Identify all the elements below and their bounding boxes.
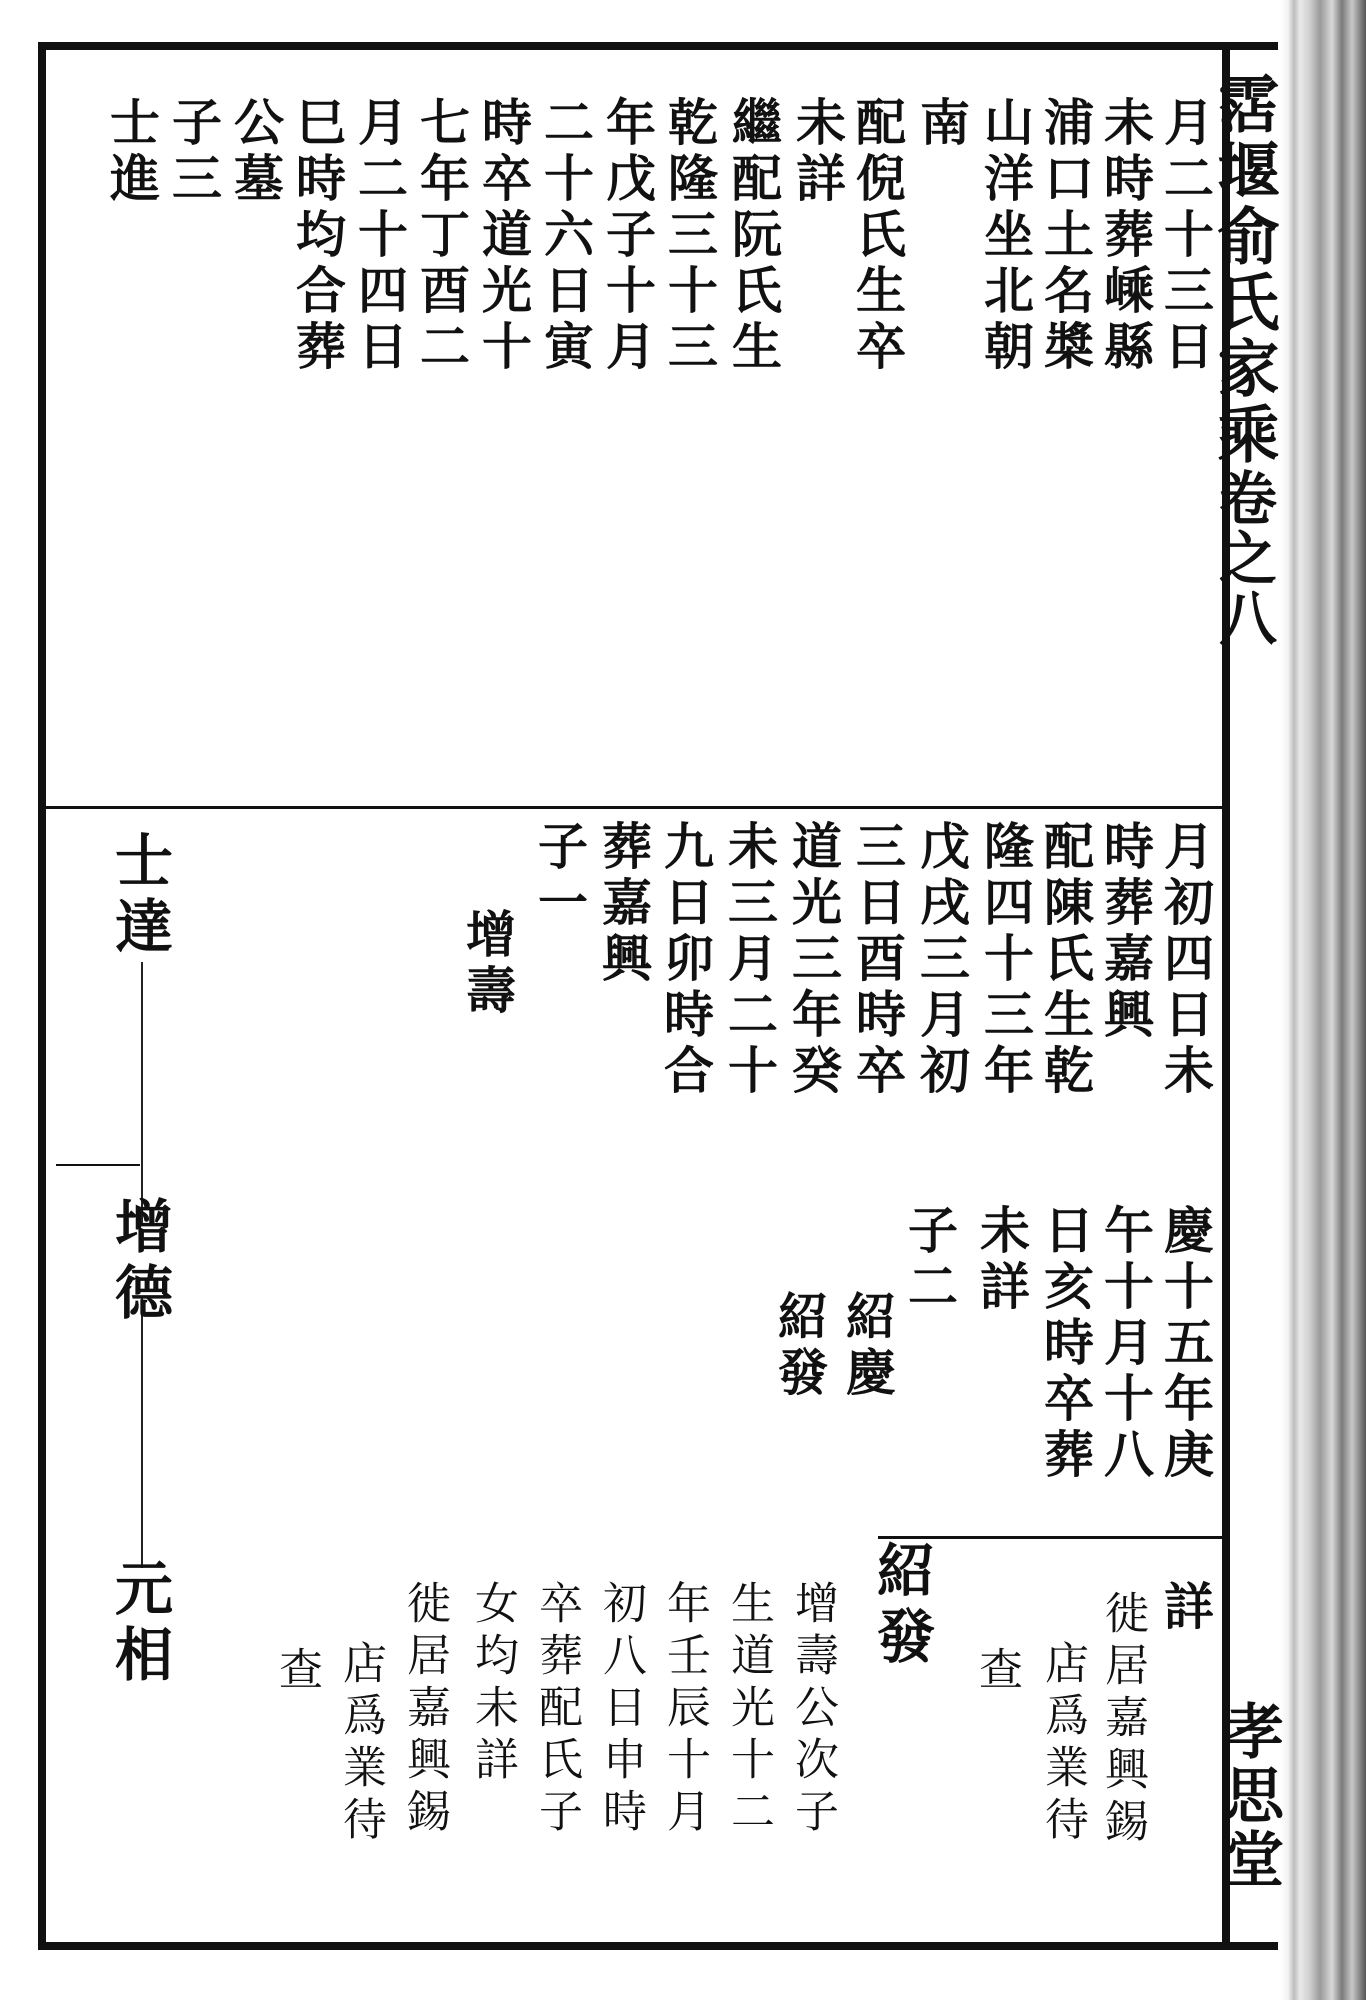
text-column: 未詳: [788, 96, 847, 208]
text-column: 初八日申時: [595, 1580, 646, 1840]
person-name-yuanxiang: 元相: [105, 1558, 173, 1690]
text-column: 月初四日未: [1156, 820, 1215, 1100]
text-column: 道光三年癸: [784, 820, 843, 1100]
text-column: 女均未詳: [467, 1580, 518, 1788]
volume-label: 卷之八: [1209, 468, 1277, 648]
person-name-shida: 士達: [105, 830, 173, 962]
text-column: 士進: [102, 96, 161, 208]
text-column: 時葬嘉興: [1096, 820, 1155, 1044]
text-column: 浦口土名槳: [1036, 96, 1095, 376]
text-column: 紹發: [770, 1290, 829, 1402]
text-column: 二十六日寅: [536, 96, 595, 376]
hall-name: 孝思堂: [1214, 1700, 1284, 1892]
text-column: 子三: [164, 96, 223, 208]
person-name-shaofa: 紹發: [867, 1540, 935, 1672]
text-column: 卒葬配氏子: [531, 1580, 582, 1840]
text-column: 巳時均合葬: [288, 96, 347, 376]
lineage-divider: [56, 1164, 140, 1166]
text-column: 乾隆三十三: [660, 96, 719, 376]
text-column: 詳: [1156, 1580, 1215, 1636]
text-column: 年戊子十月: [598, 96, 657, 376]
text-column: 徙居嘉興錫: [399, 1580, 450, 1840]
text-column: 南: [912, 96, 971, 152]
person-name-zengde: 增德: [105, 1196, 173, 1328]
lower-right-divider: [878, 1536, 1224, 1539]
text-column: 時卒道光十: [474, 96, 533, 376]
text-column: 生道光十二: [723, 1580, 774, 1840]
text-column: 隆四十三年: [976, 820, 1035, 1100]
text-column: 年壬辰十月: [659, 1580, 710, 1840]
book-heading: [1207, 72, 1288, 648]
text-column: 店爲業待: [335, 1640, 386, 1848]
text-column: 七年丁酉二: [412, 96, 471, 376]
text-column: 日亥時卒葬: [1036, 1204, 1095, 1484]
text-column: 月二十四日: [350, 96, 409, 376]
text-column: 未詳: [972, 1204, 1031, 1316]
text-column: 增壽公次子: [787, 1580, 838, 1840]
text-column: 月二十三日: [1156, 96, 1215, 376]
book-title: 霑堰俞氏家乘: [1207, 72, 1280, 468]
text-column: 查: [971, 1646, 1022, 1698]
text-column: 繼配阮氏生: [724, 96, 783, 376]
text-column: 紹慶: [838, 1290, 897, 1402]
text-column: 子二: [900, 1204, 959, 1316]
text-column: 九日卯時合: [656, 820, 715, 1100]
text-column: 未三月二十: [720, 820, 779, 1100]
lineage-connector: [141, 1298, 143, 1568]
text-column: 增壽: [458, 908, 517, 1020]
text-column: 查: [271, 1646, 322, 1698]
book-edge: [1280, 0, 1366, 2000]
text-column: 配陳氏生乾: [1036, 820, 1095, 1100]
text-column: 葬嘉興: [594, 820, 653, 988]
text-column: 配倪氏生卒: [848, 96, 907, 376]
text-column: 山洋坐北朝: [976, 96, 1035, 376]
text-column: 慶十五年庚: [1156, 1204, 1215, 1484]
text-column: 徙居嘉興錫: [1097, 1590, 1148, 1850]
middle-divider: [46, 806, 1224, 809]
text-column: 戊戌三月初: [912, 820, 971, 1100]
text-column: 公墓: [226, 96, 285, 208]
text-column: 店爲業待: [1037, 1640, 1088, 1848]
lineage-connector: [141, 962, 143, 1224]
text-column: 子一: [530, 820, 589, 932]
text-column: 三日酉時卒: [848, 820, 907, 1100]
text-column: 午十月十八: [1096, 1204, 1155, 1484]
text-column: 未時葬嵊縣: [1096, 96, 1155, 376]
